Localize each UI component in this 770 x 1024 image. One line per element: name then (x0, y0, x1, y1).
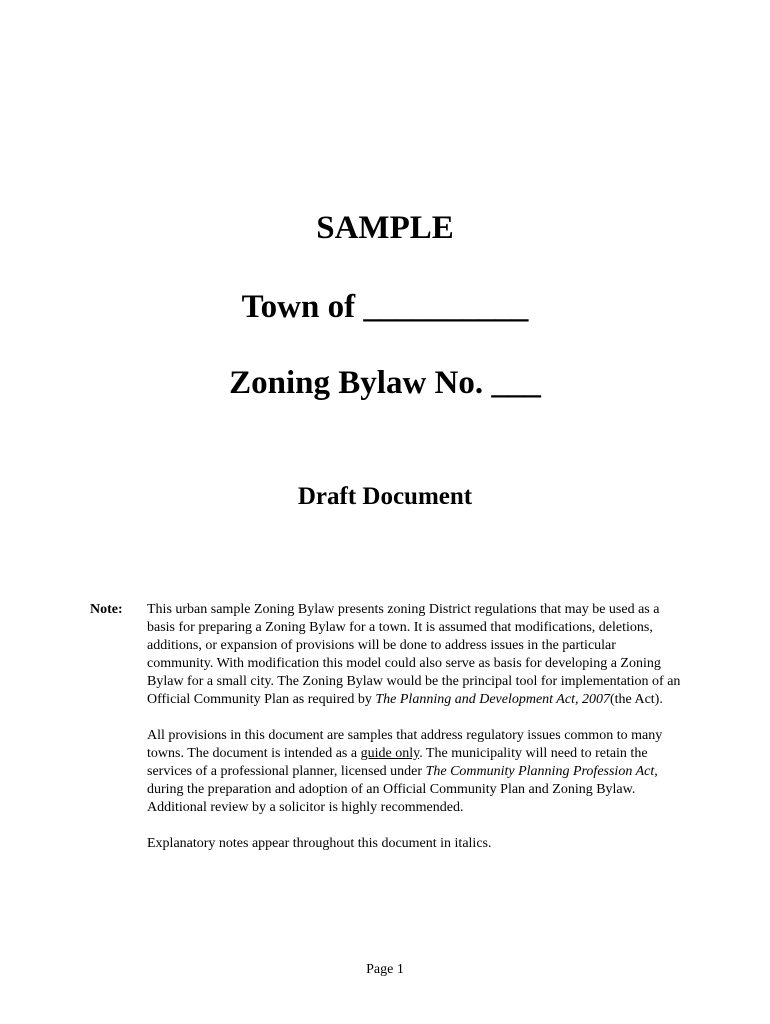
page-number: Page 1 (366, 962, 404, 977)
note-paragraph-2-text-a: All provisions in this document are samples that address regulatory issues common to many towns. The document is intended as a (147, 728, 663, 761)
note-paragraph-2 (147, 727, 682, 817)
note-paragraph-1-text-b: (the Act). (609, 692, 663, 707)
note-paragraph-1-text-a: This urban sample Zoning Bylaw presents zoning District regulations that may be used as a basis for preparing a Zoning Bylaw for a town. It is assumed that modifications, deletions, additions, or expansion of provisions will be done to address issues in the particular community. With modification this model could also serve as basis for developing a Zoning Bylaw for a small city. The Zoning Bylaw would be the principal tool for implementation of an Official Community Plan as required by (147, 602, 681, 707)
note-label: Note: (90, 602, 123, 617)
planning-act-title: The Planning and Development Act, 2007 (375, 692, 610, 707)
note-paragraph-1 (147, 601, 682, 709)
document-subtitle: Draft Document (297, 483, 473, 510)
bylaw-number-line: Zoning Bylaw No. ___ (229, 365, 541, 401)
note-body (147, 601, 682, 871)
document-title: SAMPLE (316, 210, 454, 246)
note-paragraph-2-text-c: , during the preparation and adoption of an Official Community Plan and Zoning Bylaw. Additional review by a solicitor is highly recommended. (147, 764, 658, 815)
planning-profession-act-title: The Community Planning Profession Act (425, 764, 655, 779)
town-name-line: Town of __________ (241, 289, 529, 325)
note-paragraph-2-text-b: . The municipality will need to retain the services of a professional planner, licensed under (147, 746, 648, 779)
note-paragraph-3: Explanatory notes appear throughout this document in italics. (147, 836, 492, 851)
guide-only-emphasis: guide only (360, 746, 420, 761)
